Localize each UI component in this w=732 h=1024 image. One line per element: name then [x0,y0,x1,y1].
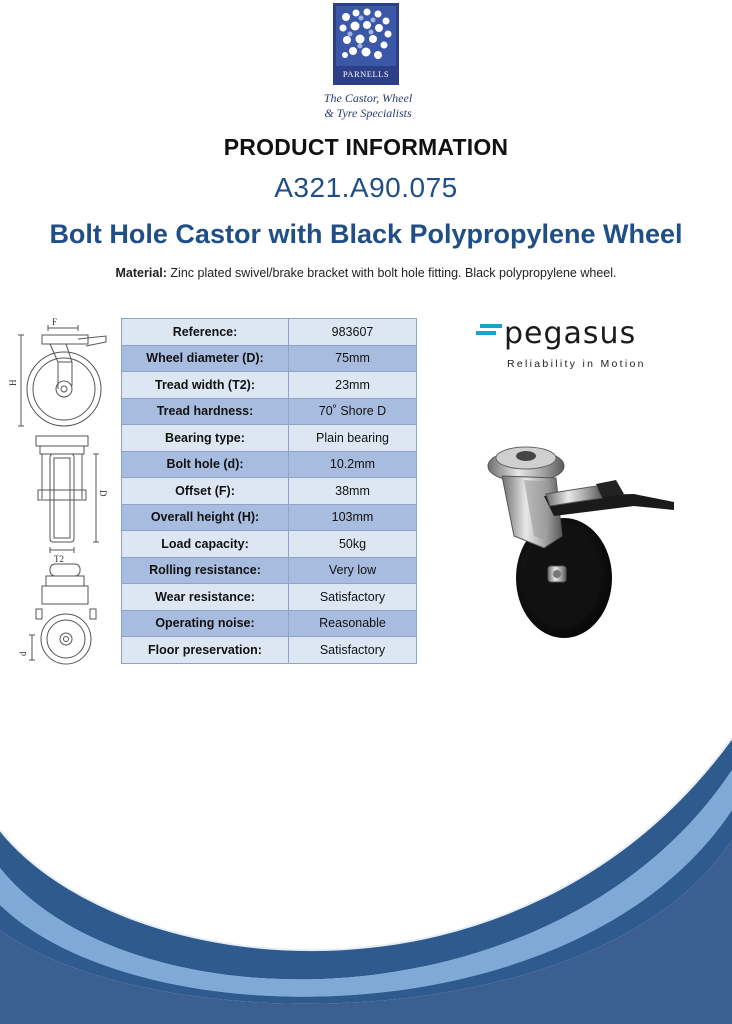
pegasus-brand-name: pegasus [504,316,637,351]
spec-row [122,319,417,346]
spec-value: 983607 [289,319,417,346]
spec-label: Tread hardness: [122,398,289,425]
side-view-drawing [18,325,106,426]
spec-value: Very low [289,557,417,584]
spec-row [122,451,417,478]
logo-brand-text: PARNELLS [342,69,390,79]
spec-row [122,557,417,584]
spec-row [122,398,417,425]
spec-row [122,637,417,664]
spec-value: 75mm [289,345,417,372]
product-code: A321.A90.075 [274,172,458,203]
parnells-logo [333,3,399,85]
spec-label: Wear resistance: [122,584,289,611]
decorative-swoosh [0,730,732,1024]
spec-row [122,584,417,611]
spec-label: Bearing type: [122,425,289,452]
pegasus-logo-mark [476,322,504,342]
spec-label: Overall height (H): [122,504,289,531]
spec-label: Operating noise: [122,610,289,637]
spec-label: Tread width (T2): [122,372,289,399]
spec-value: 10.2mm [289,451,417,478]
material-label: Material: [115,266,167,280]
spec-label: Rolling resistance: [122,557,289,584]
spec-label: Bolt hole (d): [122,451,289,478]
rear-view-drawing [29,564,96,664]
spec-row [122,478,417,505]
spec-label: Reference: [122,319,289,346]
page-heading: PRODUCT INFORMATION [223,134,509,160]
material-description [0,266,732,280]
spec-row [122,345,417,372]
spec-value: 70˚ Shore D [289,398,417,425]
dimension-label-d-upper: D [98,490,108,497]
spec-label: Floor preservation: [122,637,289,664]
spec-row [122,504,417,531]
material-text: Zinc plated swivel/brake bracket with bolt hole fitting. Black polypropylene wheel. [170,266,617,280]
pegasus-slogan: Reliability in Motion [507,358,646,370]
spec-label: Load capacity: [122,531,289,558]
spec-label: Offset (F): [122,478,289,505]
castor-product-photo [484,436,680,648]
tagline-line-2: & Tyre Specialists [324,106,412,120]
spec-value: 23mm [289,372,417,399]
specification-table [121,318,417,664]
front-view-drawing [36,436,99,553]
spec-row [122,610,417,637]
spec-value: Reasonable [289,610,417,637]
spec-value: Satisfactory [289,637,417,664]
dimension-label-h: H [8,379,18,386]
logo-tagline [296,91,440,121]
spec-value: 38mm [289,478,417,505]
dimension-label-t2: T2 [54,554,64,564]
tagline-line-1: The Castor, Wheel [323,91,413,105]
spec-label: Wheel diameter (D): [122,345,289,372]
dimension-label-f: F [52,317,58,327]
product-title: Bolt Hole Castor with Black Polypropylene Wheel [49,219,683,249]
spec-value: Satisfactory [289,584,417,611]
spec-row [122,372,417,399]
castor-technical-drawings [6,314,118,670]
spec-row [122,425,417,452]
spec-value: 50kg [289,531,417,558]
spec-value: 103mm [289,504,417,531]
spec-value: Plain bearing [289,425,417,452]
dimension-label-d-lower: d [18,651,28,656]
spec-row [122,531,417,558]
